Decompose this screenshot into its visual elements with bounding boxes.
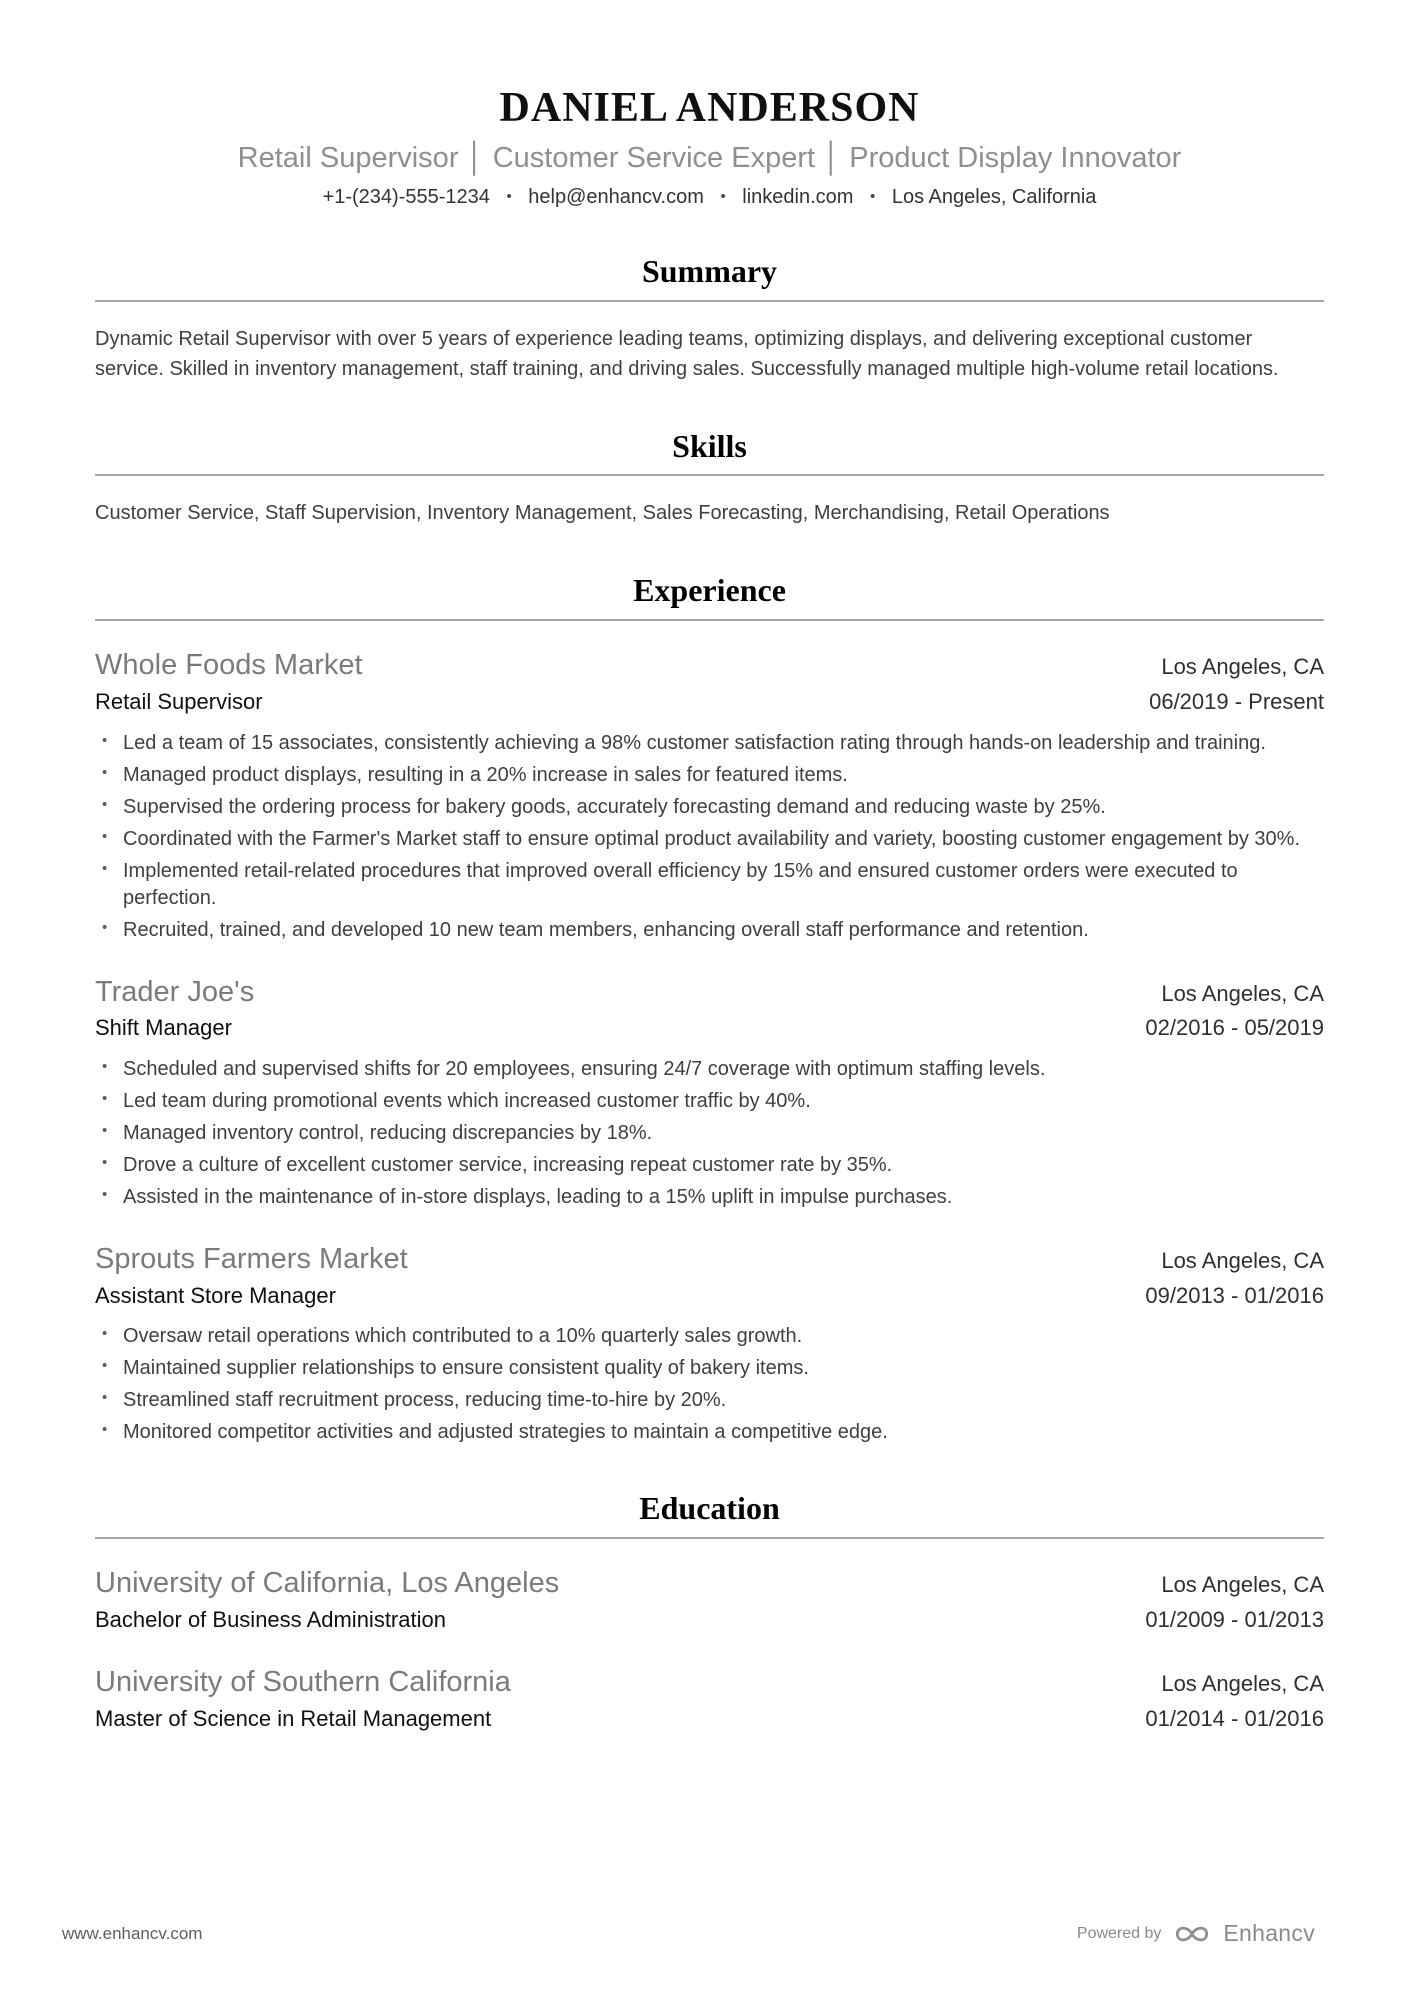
job-location: Los Angeles, CA [1161,654,1324,680]
summary-title: Summary [641,252,778,289]
enhancv-logo-icon [1171,1923,1213,1945]
section-divider [95,300,1324,302]
job-dates: 09/2013 - 01/2016 [1145,1282,1324,1308]
skills-title: Skills [672,427,747,464]
company-name: Sprouts Farmers Market [95,1242,408,1275]
section-divider [95,619,1324,621]
job-title: Assistant Store Manager [95,1282,336,1308]
section-experience [95,572,1324,1446]
job-dates: 06/2019 - Present [1149,688,1324,714]
job-bullet: • Assisted in the maintenance of in-store displays, leading to a 15% uplift in impulse purchases. [123,1184,1324,1211]
company-name: Trader Joe's [95,975,255,1008]
school-location: Los Angeles, CA [1161,1572,1324,1598]
skills-text: Customer Service, Staff Supervision, Inventory Management, Sales Forecasting, Merchandising, Retail Operations [95,502,1110,525]
enhancv-brand-name: Enhancv [1223,1920,1315,1946]
resume-header [95,84,1324,209]
contact-location: Los Angeles, California [891,185,1097,208]
section-divider [95,1537,1324,1539]
section-divider [95,474,1324,476]
powered-by-label: Powered by [1076,1924,1162,1942]
job-bullet-list [95,1056,1324,1211]
dot-separator-icon: • [506,187,512,205]
experience-entry [95,974,1324,1211]
experience-entry [95,647,1324,943]
job-bullet: • Supervised the ordering process for bakery goods, accurately forecasting demand and reducing waste by 25%. [123,794,1324,821]
job-bullet: • Drove a culture of excellent customer service, increasing repeat customer rate by 35%. [123,1152,1324,1179]
dot-separator-icon: • [870,187,876,205]
job-bullet: • Led team during promotional events which increased customer traffic by 40%. [123,1088,1324,1115]
job-bullet: • Led a team of 15 associates, consistently achieving a 98% customer satisfaction rating through hands-on leadership and training. [123,730,1324,757]
experience-entry [95,1241,1324,1446]
job-bullet: • Maintained supplier relationships to ensure consistent quality of bakery items. [123,1355,1324,1382]
page-footer [0,1920,1410,1947]
job-bullet: • Monitored competitor activities and adjusted strategies to maintain a competitive edge. [123,1419,1324,1446]
enhancv-website-link[interactable]: www.enhancv.com [62,1923,203,1943]
job-location: Los Angeles, CA [1161,1247,1324,1273]
job-bullet: • Recruited, trained, and developed 10 new team members, enhancing overall staff performance and retention. [123,917,1324,944]
job-dates: 02/2016 - 05/2019 [1145,1015,1324,1041]
job-title: Shift Manager [95,1015,232,1041]
section-summary [95,253,1324,384]
education-dates: 01/2009 - 01/2013 [1145,1606,1324,1632]
degree-name: Bachelor of Business Administration [95,1606,446,1632]
company-name: Whole Foods Market [95,649,363,682]
education-title: Education [639,1490,780,1527]
school-name: University of California, Los Angeles [95,1567,560,1600]
job-bullet: • Implemented retail-related procedures that improved overall efficiency by 15% and ensured customer orders were executed to perfection. [123,858,1324,912]
school-location: Los Angeles, CA [1161,1671,1324,1697]
job-title: Retail Supervisor [95,688,263,714]
job-bullet: • Managed product displays, resulting in a 20% increase in sales for featured items. [123,762,1324,789]
contact-email[interactable]: help@enhancv.com [528,185,704,208]
job-bullet-list [95,730,1324,944]
education-entry [95,1565,1324,1634]
job-bullet: • Scheduled and supervised shifts for 20 employees, ensuring 24/7 coverage with optimum staffing levels. [123,1056,1324,1083]
degree-name: Master of Science in Retail Management [95,1706,492,1732]
job-bullet: • Coordinated with the Farmer's Market staff to ensure optimal product availability and variety, boosting customer engagement by 30%. [123,826,1324,853]
education-entry [95,1664,1324,1733]
dot-separator-icon: • [720,187,726,205]
candidate-tagline: Retail Supervisor │ Customer Service Expert │ Product Display Innovator [237,141,1182,174]
job-bullet-list [95,1323,1324,1446]
education-dates: 01/2014 - 01/2016 [1145,1706,1324,1732]
powered-by-enhancv[interactable] [1077,1920,1315,1947]
contact-row [95,186,1324,209]
job-bullet: • Managed inventory control, reducing discrepancies by 18%. [123,1120,1324,1147]
contact-phone: +1-(234)-555-1234 [322,185,490,208]
candidate-name: DANIEL ANDERSON [499,85,920,131]
section-education [95,1490,1324,1734]
school-name: University of Southern California [95,1666,511,1699]
job-location: Los Angeles, CA [1161,980,1324,1006]
summary-text: Dynamic Retail Supervisor with over 5 years of experience leading teams, optimizing displays, and delivering exceptional customer service. Skilled in inventory management, staff training, and driving sales. Successfully managed multiple high-volume retail locations. [95,327,1279,380]
section-skills [95,428,1324,529]
experience-title: Experience [633,572,786,609]
contact-linkedin[interactable]: linkedin.com [742,185,854,208]
job-bullet: • Oversaw retail operations which contributed to a 10% quarterly sales growth. [123,1323,1324,1350]
job-bullet: • Streamlined staff recruitment process, reducing time-to-hire by 20%. [123,1387,1324,1414]
